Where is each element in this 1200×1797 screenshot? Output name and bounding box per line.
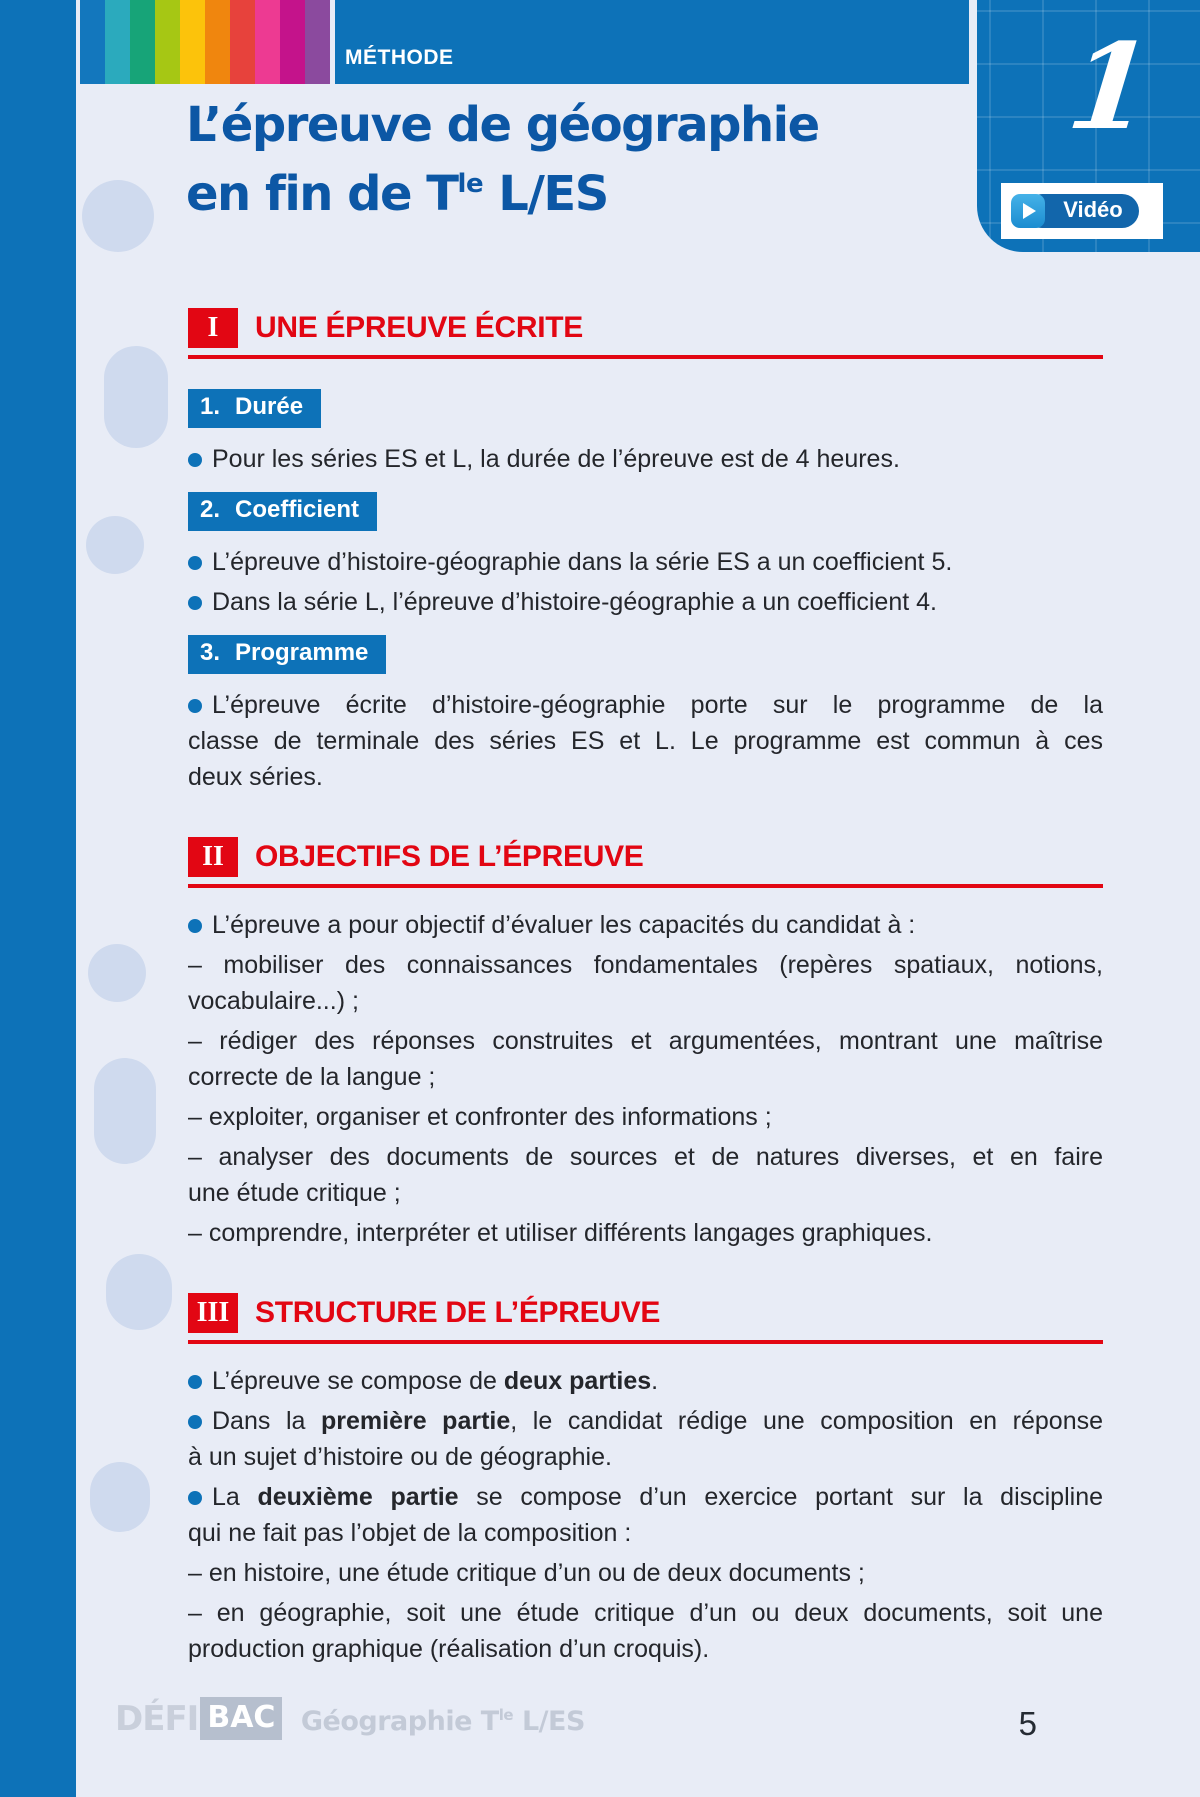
- video-button-box: [1001, 183, 1163, 239]
- method-label: MÉTHODE: [345, 46, 454, 69]
- section-heading: [188, 1293, 1103, 1333]
- dash-item: [188, 1215, 1103, 1251]
- subsection-number: 1.: [200, 393, 221, 420]
- section-heading: [188, 308, 1103, 348]
- text-line: Pour les séries ES et L, la durée de l’épreuve est de 4 heures.: [188, 441, 1103, 477]
- text-line: correcte de la langue ;: [188, 1063, 436, 1091]
- chapter-panel: [977, 0, 1200, 252]
- bullet-dot: [188, 453, 202, 467]
- text-line: deux séries.: [188, 763, 323, 791]
- subsection-label: Durée: [235, 393, 304, 420]
- color-stripe: [105, 0, 130, 84]
- dash-item: [188, 1023, 1103, 1095]
- text-line: – exploiter, organiser et confronter des informations ;: [188, 1103, 772, 1131]
- dash-item: [188, 1555, 1103, 1591]
- text-line: production graphique (réalisation d’un croquis).: [188, 1635, 710, 1663]
- text-line: – en histoire, une étude critique d’un ou de deux documents ;: [188, 1559, 865, 1587]
- text-line: – en géographie, soit une étude critique d’un ou deux documents, soit une: [188, 1599, 1103, 1627]
- bullet-item: [188, 1479, 1103, 1551]
- page-number: 5: [1018, 1705, 1037, 1742]
- decor-pill: [106, 1254, 172, 1330]
- dash-item: [188, 1139, 1103, 1211]
- color-stripe: [155, 0, 180, 84]
- subsection-number: 3.: [200, 639, 221, 666]
- footer: [115, 1697, 1125, 1745]
- text-line: à un sujet d’histoire ou de géographie.: [188, 1443, 612, 1471]
- method-banner: [335, 0, 969, 84]
- color-stripes: [80, 0, 330, 84]
- section: [188, 308, 1103, 795]
- decor-circle: [82, 180, 154, 252]
- brand-bac: BAC: [200, 1697, 282, 1740]
- color-stripe: [255, 0, 280, 84]
- bullet-item: [188, 1403, 1103, 1475]
- bullet-item: [188, 1363, 1103, 1399]
- decor-pill: [94, 1058, 156, 1164]
- text-line: – mobiliser des connaissances fondamentales (repères spatiaux, notions,: [188, 951, 1103, 979]
- subsection-badge: [188, 389, 321, 428]
- decor-circle: [88, 944, 146, 1002]
- page-title-line1: L’épreuve de géographie: [186, 97, 819, 153]
- dash-item: [188, 1099, 1103, 1135]
- section: [188, 1293, 1103, 1667]
- text-line: L’épreuve se compose de deux parties.: [188, 1363, 1103, 1399]
- text-line: L’épreuve a pour objectif d’évaluer les capacités du candidat à :: [188, 907, 1103, 943]
- bullet-item: [188, 544, 1103, 580]
- section-title: STRUCTURE DE L’ÉPREUVE: [255, 1296, 661, 1329]
- bullet-dot: [188, 596, 202, 610]
- bullet-dot: [188, 1491, 202, 1505]
- section: [188, 837, 1103, 1251]
- color-stripe: [230, 0, 255, 84]
- subsection-number: 2.: [200, 496, 221, 523]
- text-line: L’épreuve d’histoire-géographie dans la série ES a un coefficient 5.: [188, 544, 1103, 580]
- page-title-line2: en fin de $T^{le}$ L/ES: [186, 166, 608, 222]
- decor-pill: [90, 1462, 150, 1532]
- color-stripe: [130, 0, 155, 84]
- section-rule: [188, 355, 1103, 359]
- text-line: – comprendre, interpréter et utiliser différents langages graphiques.: [188, 1219, 933, 1247]
- text-line: une étude critique ;: [188, 1179, 401, 1207]
- brand-logo: [115, 1697, 282, 1740]
- sections: [188, 308, 1103, 1671]
- dash-item: [188, 1595, 1103, 1667]
- color-stripe: [180, 0, 205, 84]
- section-title: OBJECTIFS DE L’ÉPREUVE: [255, 840, 644, 873]
- subsection-badge: [188, 635, 386, 674]
- section-rule: [188, 884, 1103, 888]
- subsection-label: Coefficient: [235, 496, 360, 523]
- subsection-badge: [188, 492, 377, 531]
- section-numeral-badge: III: [188, 1293, 238, 1333]
- left-margin-bar: [0, 0, 76, 1797]
- bullet-item: [188, 441, 1103, 477]
- section-numeral-badge: I: [188, 308, 238, 348]
- footer-subject: Géographie $T^{le}$ L/ES: [300, 1705, 585, 1737]
- color-stripe: [80, 0, 105, 84]
- bullet-item: [188, 907, 1103, 943]
- text-line: Dans la série L, l’épreuve d’histoire-géographie a un coefficient 4.: [188, 584, 1103, 620]
- section-numeral-badge: II: [188, 837, 238, 877]
- color-stripe: [280, 0, 305, 84]
- text-line: – rédiger des réponses construites et argumentées, montrant une maîtrise: [188, 1027, 1103, 1055]
- play-icon: [1011, 194, 1045, 228]
- color-stripe: [305, 0, 330, 84]
- text-line: qui ne fait pas l’objet de la composition :: [188, 1519, 632, 1547]
- text-line: classe de terminale des séries ES et L. Le programme est commun à ces: [188, 727, 1103, 755]
- bullet-dot: [188, 1415, 202, 1429]
- decor-pill: [104, 346, 168, 448]
- dash-item: [188, 947, 1103, 1019]
- decor-circle: [86, 516, 144, 574]
- chapter-number: 1: [1061, 17, 1159, 156]
- brand-defi: DÉFI: [115, 1698, 199, 1739]
- superscript: le: [457, 169, 484, 199]
- text-line: Dans la première partie, le candidat rédige une composition en réponse: [188, 1403, 1103, 1439]
- text-line: L’épreuve écrite d’histoire-géographie porte sur le programme de la: [188, 687, 1103, 723]
- bullet-item: [188, 687, 1103, 795]
- subsection-row: [188, 624, 1103, 687]
- section-rule: [188, 1340, 1103, 1344]
- subsection-row: [188, 481, 1103, 544]
- bullet-dot: [188, 556, 202, 570]
- text-line: – analyser des documents de sources et de natures diverses, et en faire: [188, 1143, 1103, 1171]
- bullet-dot: [188, 919, 202, 933]
- text-line: La deuxième partie se compose d’un exercice portant sur la discipline: [188, 1479, 1103, 1515]
- subsection-label: Programme: [235, 639, 369, 666]
- section-title: UNE ÉPREUVE ÉCRITE: [255, 311, 583, 344]
- video-button[interactable]: [1025, 194, 1139, 228]
- bullet-item: [188, 584, 1103, 620]
- page-title: [186, 96, 819, 224]
- text-line: vocabulaire...) ;: [188, 987, 359, 1015]
- color-stripe: [205, 0, 230, 84]
- section-heading: [188, 837, 1103, 877]
- subsection-row: [188, 378, 1103, 441]
- video-label: Vidéo: [1063, 197, 1123, 222]
- bullet-dot: [188, 699, 202, 713]
- bullet-dot: [188, 1375, 202, 1389]
